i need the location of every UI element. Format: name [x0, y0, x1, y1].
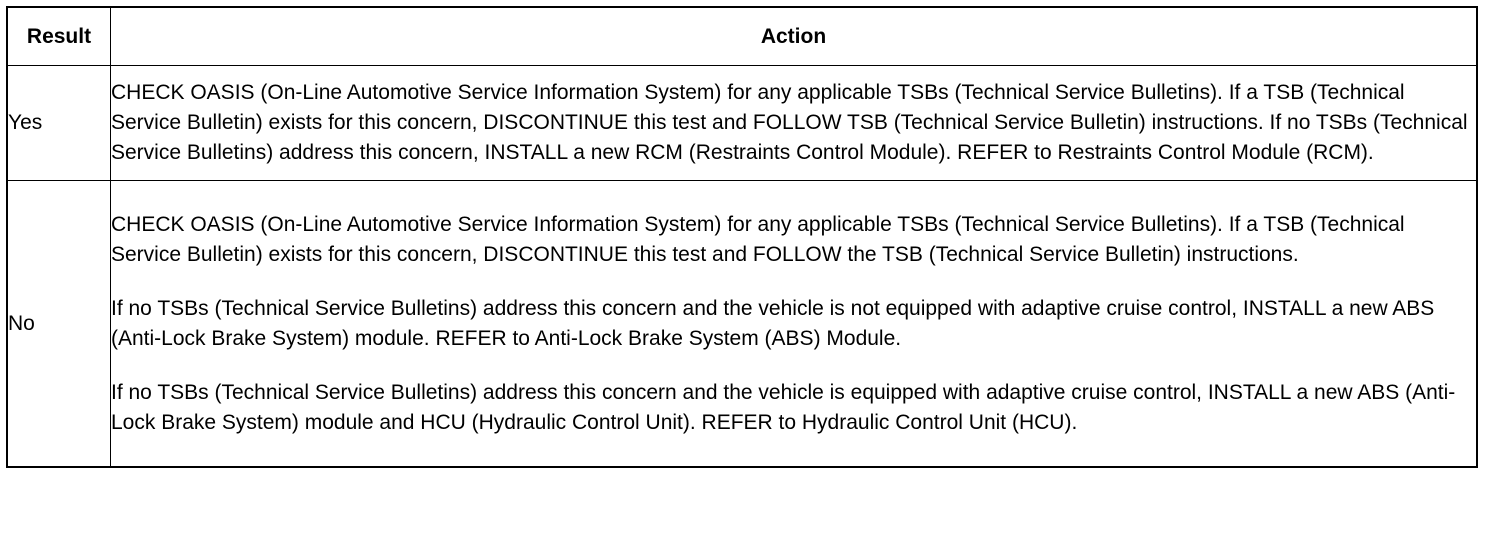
- action-cell-yes: [111, 66, 1478, 181]
- action-paragraph: If no TSBs (Technical Service Bulletins) address this concern and the vehicle is not equipped with adaptive cruise control, INSTALL a new ABS (Anti-Lock Brake System) module. REFER to Anti-Lock Brake System (ABS) Module.: [111, 296, 1435, 350]
- action-cell-no: [111, 181, 1478, 468]
- result-cell-no: No: [7, 181, 111, 468]
- table-row-no: [7, 181, 1477, 468]
- action-paragraph: If no TSBs (Technical Service Bulletins) address this concern and the vehicle is equipped with adaptive cruise control, INSTALL a new ABS (Anti-Lock Brake System) module and HCU (Hydraulic Control Unit). REFER to Hydraulic Control Unit (HCU).: [111, 380, 1456, 434]
- table-row-yes: [7, 66, 1477, 181]
- result-cell-yes: Yes: [7, 66, 111, 181]
- action-paragraph: CHECK OASIS (On-Line Automotive Service Information System) for any applicable TSBs (Technical Service Bulletins). If a TSB (Technical Service Bulletin) exists for this concern, DISCONTINUE this test and FOLLOW TSB (Technical Service Bulletin) instructions. If no TSBs (Technical Service Bulletins) address this concern, INSTALL a new RCM (Restraints Control Module). REFER to Restraints Control Module (RCM).: [111, 81, 1468, 164]
- result-action-table: [6, 6, 1478, 468]
- action-paragraph: CHECK OASIS (On-Line Automotive Service Information System) for any applicable TSBs (Technical Service Bulletins). If a TSB (Technical Service Bulletin) exists for this concern, DISCONTINUE this test and FOLLOW the TSB (Technical Service Bulletin) instructions.: [111, 212, 1405, 266]
- result-column-header: Result: [7, 7, 111, 66]
- header-row: [7, 7, 1477, 66]
- action-column-header: Action: [111, 7, 1478, 66]
